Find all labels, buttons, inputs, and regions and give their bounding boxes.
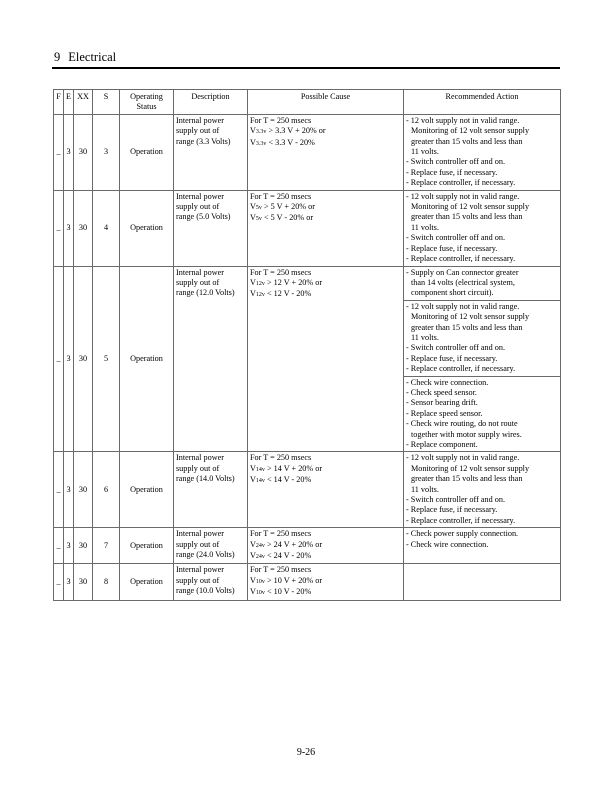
action-line: - 12 volt supply not in valid range. [406,191,520,201]
cell-xx: 30 [74,190,93,266]
col-header-cause: Possible Cause [248,90,404,115]
cell-xx: 30 [74,528,93,564]
action-line: greater than 15 volts and less than [411,322,523,332]
desc-line: supply out of [176,575,220,585]
col-header-description: Description [174,90,248,115]
cause-text: > 3.3 V + 20% or [266,126,326,136]
cell-status: Operation [120,190,174,266]
cause-text: > 14 V + 20% or [264,463,323,473]
cell-f: _ [54,528,64,564]
desc-line: supply out of [176,463,220,473]
cause-line: V3.3v < 3.3 V - 20% [250,137,315,147]
cell-description [174,564,248,600]
cause-text: < 24 V - 20% [264,551,312,561]
action-line: - Replace controller, if necessary. [406,515,516,525]
cell-action [404,114,561,190]
voltage-subscript: 10v [255,578,265,585]
action-line: 11 volts. [411,332,439,342]
cell-s: 8 [93,564,120,600]
table-row [54,564,561,600]
page-number: 9-26 [296,747,316,758]
desc-line: supply out of [176,202,220,212]
action-line: - Replace controller, if necessary. [406,254,516,264]
cell-description [174,266,248,452]
voltage-subscript: 12v [255,292,265,299]
cause-text: > 5 V + 20% or [261,202,315,212]
col-header-f: F [54,90,64,115]
cell-xx: 30 [74,114,93,190]
action-line: - Check wire connection. [406,377,489,387]
voltage-subscript: 12v [255,280,265,287]
action-line: - Check wire connection. [406,539,489,549]
cause-text: < 10 V - 20% [264,587,312,597]
cause-title: For T = 250 msecs [250,191,312,201]
desc-line: range (24.0 Volts) [176,550,235,560]
desc-line: range (3.3 Volts) [176,136,231,146]
cell-f: _ [54,564,64,600]
action-line: - Replace fuse, if necessary. [406,243,498,253]
cause-line: V10v < 10 V - 20% [250,587,312,597]
action-line: greater than 15 volts and less than [411,212,523,222]
cell-action [404,190,561,266]
cell-action [404,376,561,452]
col-header-action: Recommended Action [404,90,561,115]
cell-xx: 30 [74,452,93,528]
cell-cause [248,564,404,600]
voltage-subscript: 3.3v [255,140,267,147]
action-line: - Switch controller off and on. [406,495,505,505]
action-line: - Replace controller, if necessary. [406,178,516,188]
cell-cause [248,190,404,266]
cell-s: 7 [93,528,120,564]
cause-line: V14v > 14 V + 20% or [250,463,323,473]
table-row [54,190,561,266]
action-line: Monitoring of 12 volt sensor supply [411,463,530,473]
cell-xx: 30 [74,564,93,600]
cell-action-empty [404,564,561,600]
cell-status: Operation [120,452,174,528]
cell-description [174,528,248,564]
voltage-subscript: 24v [255,542,265,549]
cause-line: V5v > 5 V + 20% or [250,202,315,212]
action-line: greater than 15 volts and less than [411,474,523,484]
cell-f: _ [54,266,64,452]
col-header-e: E [64,90,74,115]
voltage-subscript: 14v [255,466,265,473]
action-line: - Check power supply connection. [406,529,519,539]
cell-f: _ [54,190,64,266]
voltage-subscript: 24v [255,554,265,561]
table-row [54,452,561,528]
table-row [54,528,561,564]
action-line: - Sensor bearing drift. [406,398,478,408]
cause-line: V14v < 14 V - 20% [250,475,312,485]
cell-cause [248,452,404,528]
cell-s: 5 [93,266,120,452]
desc-line: range (5.0 Volts) [176,212,231,222]
cell-action [404,452,561,528]
voltage-subscript: 5v [255,205,262,212]
desc-line: Internal power [176,529,224,539]
chapter-number: 9 [54,50,61,64]
cell-action [404,266,561,300]
cell-s: 6 [93,452,120,528]
cell-action [404,528,561,564]
cause-title: For T = 250 msecs [250,115,312,125]
cause-line: V24v < 24 V - 20% [250,551,312,561]
action-line: - Replace fuse, if necessary. [406,505,498,515]
cell-f: _ [54,114,64,190]
cell-s: 4 [93,190,120,266]
cell-status: Operation [120,266,174,452]
cause-line: V12v > 12 V + 20% or [250,277,323,287]
desc-line: range (12.0 Volts) [176,288,235,298]
voltage-subscript: 14v [255,478,265,485]
action-line: than 14 volts (electrical system, [411,277,515,287]
action-line: - Replace controller, if necessary. [406,364,516,374]
header-rule [52,67,560,69]
cell-f: _ [54,452,64,528]
action-line: - 12 volt supply not in valid range. [406,453,520,463]
cause-line: V24v > 24 V + 20% or [250,539,323,549]
cell-status: Operation [120,528,174,564]
cell-s: 3 [93,114,120,190]
cell-e: 3 [64,452,74,528]
cell-status: Operation [120,114,174,190]
cell-action [404,300,561,376]
cell-cause [248,266,404,452]
cell-cause [248,528,404,564]
action-line: 11 volts. [411,147,439,157]
action-line: greater than 15 volts and less than [411,136,523,146]
cause-title: For T = 250 msecs [250,565,312,575]
action-line: Monitoring of 12 volt sensor supply [411,126,530,136]
action-line: - Check speed sensor. [406,387,477,397]
voltage-subscript: 5v [255,216,262,223]
table-header-row [54,90,561,115]
cause-text: < 3.3 V - 20% [266,137,315,147]
action-line: - Switch controller off and on. [406,157,505,167]
cell-e: 3 [64,190,74,266]
cell-e: 3 [64,564,74,600]
cell-description [174,452,248,528]
cell-description [174,190,248,266]
cause-text: > 24 V + 20% or [264,539,323,549]
action-line: - Switch controller off and on. [406,343,505,353]
cause-text: < 14 V - 20% [264,475,312,485]
desc-line: Internal power [176,191,224,201]
cell-description [174,114,248,190]
action-line: 11 volts. [411,222,439,232]
action-line: - Replace fuse, if necessary. [406,167,498,177]
cause-line: V10v > 10 V + 20% or [250,575,323,585]
action-line: - 12 volt supply not in valid range. [406,301,520,311]
cause-line: V12v < 12 V - 20% [250,289,312,299]
action-line: Monitoring of 12 volt sensor supply [411,202,530,212]
voltage-subscript: 10v [255,590,265,597]
desc-line: Internal power [176,453,224,463]
chapter-title: Electrical [68,50,117,64]
action-line: - Replace fuse, if necessary. [406,353,498,363]
cell-e: 3 [64,528,74,564]
cause-title: For T = 250 msecs [250,529,312,539]
voltage-subscript: 3.3v [255,129,267,136]
col-header-status: Operating Status [120,90,174,115]
cell-xx: 30 [74,266,93,452]
action-line: together with motor supply wires. [411,429,522,439]
action-line: 11 volts. [411,484,439,494]
cause-text: > 12 V + 20% or [264,277,323,287]
cause-text: < 12 V - 20% [264,289,312,299]
cause-title: For T = 250 msecs [250,267,312,277]
cell-e: 3 [64,266,74,452]
desc-line: range (10.0 Volts) [176,586,235,596]
cell-cause [248,114,404,190]
cell-status: Operation [120,564,174,600]
action-line: - Supply on Can connector greater [406,267,519,277]
cause-line: V5v < 5 V - 20% or [250,213,314,223]
table-row [54,114,561,190]
action-line: - Check wire routing, do not route [406,419,518,429]
page-header [54,50,116,65]
action-line: component short circuit). [411,288,494,298]
desc-line: range (14.0 Volts) [176,474,235,484]
action-line: Monitoring of 12 volt sensor supply [411,312,530,322]
desc-line: Internal power [176,267,224,277]
action-line: - Replace speed sensor. [406,408,483,418]
cell-e: 3 [64,114,74,190]
desc-line: supply out of [176,277,220,287]
desc-line: Internal power [176,115,224,125]
col-header-s: S [93,90,120,115]
desc-line: Internal power [176,565,224,575]
cause-line: V3.3v > 3.3 V + 20% or [250,126,326,136]
action-line: - Switch controller off and on. [406,233,505,243]
cause-text: < 5 V - 20% or [261,213,314,223]
cause-title: For T = 250 msecs [250,453,312,463]
desc-line: supply out of [176,126,220,136]
error-code-table [53,89,561,601]
table-row [54,266,561,300]
action-line: - Replace component. [406,440,478,449]
desc-line: supply out of [176,539,220,549]
col-header-xx: XX [74,90,93,115]
action-line: - 12 volt supply not in valid range. [406,115,520,125]
cause-text: > 10 V + 20% or [264,575,323,585]
